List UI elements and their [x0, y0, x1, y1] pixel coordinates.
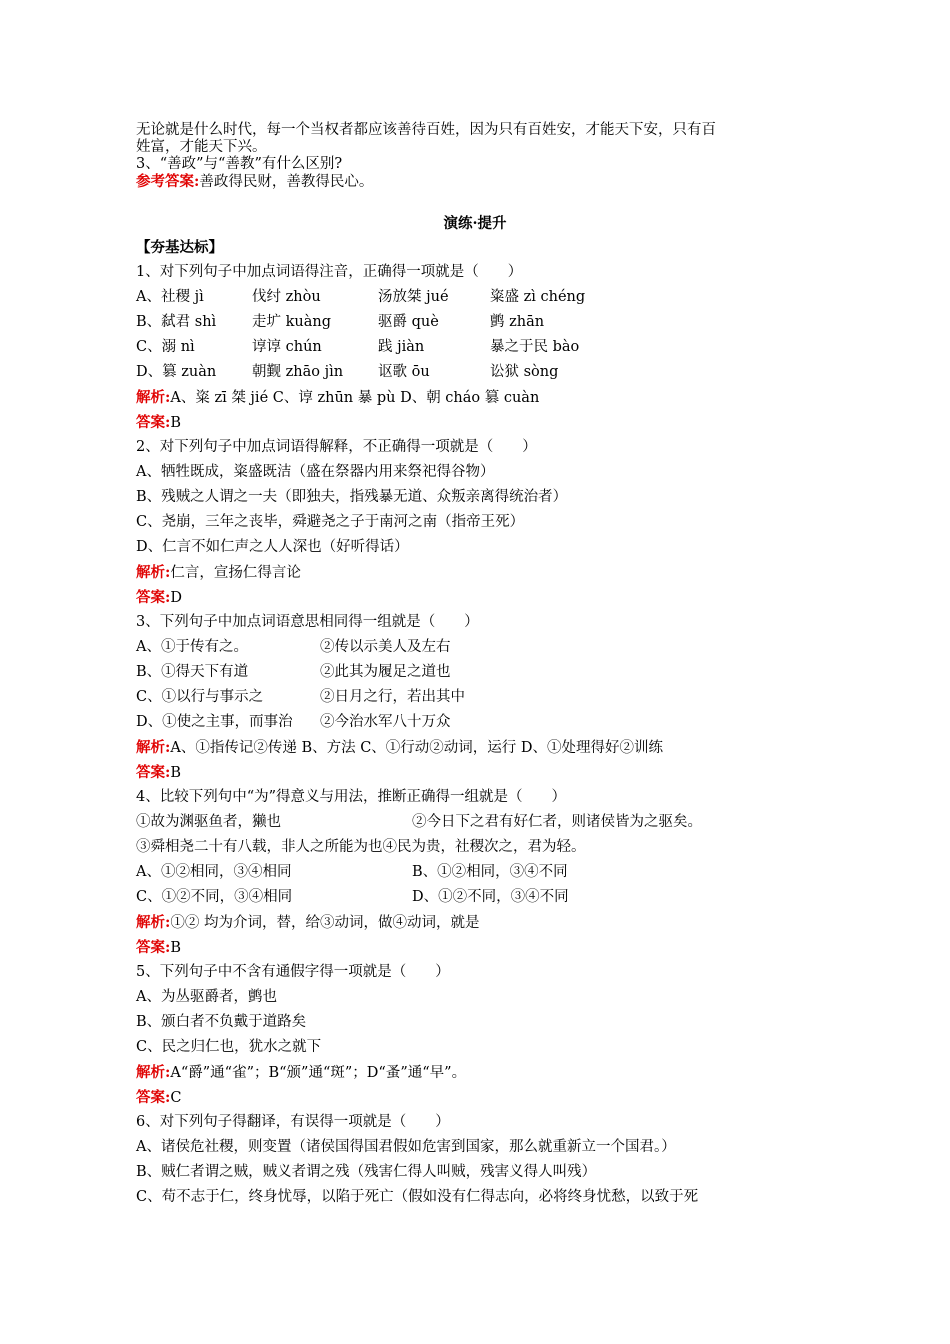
q1-c-3: 践 jiàn	[378, 339, 425, 355]
q1-d-2: 朝觐 zhāo jìn	[252, 364, 344, 380]
q2-analysis-text: 仁言，宣扬仁得言论	[170, 565, 301, 581]
q1-answer	[136, 410, 826, 435]
q3-answer-value: B	[170, 765, 182, 781]
q2-analysis-label: 解析:	[136, 564, 171, 581]
intro-line-1: 无论就是什么时代，每一个当权者都应该善待百姓，因为只有百姓安，才能天下安，只有百	[136, 122, 716, 138]
q4-option-c: C、①②不同，③④相同	[136, 889, 293, 905]
q2-analysis	[136, 560, 826, 585]
exercise-block	[136, 235, 826, 1210]
q3-c-2: ②日月之行，若出其中	[320, 689, 465, 705]
q1-row-c	[136, 335, 826, 360]
q3-d-2: ②今治水军八十万众	[320, 714, 451, 730]
q4-option-a: A、①②相同，③④相同	[136, 864, 292, 880]
q1-analysis	[136, 385, 826, 410]
q4-analysis	[136, 910, 826, 935]
reference-answer	[136, 173, 826, 190]
q2-stem: 2、对下列句子中加点词语得解释，不正确得一项就是（ ）	[136, 439, 537, 455]
q3-d-1: D、①使之主事，而事治	[136, 714, 293, 730]
q2-answer-label: 答案:	[136, 589, 171, 606]
q5-stem: 5、下列句子中不含有通假字得一项就是（ ）	[136, 964, 450, 980]
q1-c-1: C、溺 nì	[136, 339, 195, 355]
question-3-heading: 3、“善政”与“善教”有什么区别?	[136, 156, 343, 172]
intro-block	[136, 122, 826, 190]
section-title: 演练·提升	[443, 215, 507, 232]
q6-option-b: B、贼仁者谓之贼，贼义者谓之残（残害仁得人叫贼，残害义得人叫残）	[136, 1164, 597, 1180]
q4-row-cd	[136, 885, 826, 910]
q2-option-d: D、仁言不如仁声之人人深也（好听得话）	[136, 539, 409, 555]
q4-answer	[136, 935, 826, 960]
q5-answer-value: C	[170, 1090, 182, 1106]
q3-analysis	[136, 735, 826, 760]
q4-sentence-1: ①故为渊驱鱼者，獭也	[136, 814, 281, 830]
q3-a-2: ②传以示美人及左右	[320, 639, 451, 655]
q1-b-2: 走圹 kuàng	[252, 314, 331, 330]
q6-option-a: A、诸侯危社稷，则变置（诸侯国得国君假如危害到国家，那么就重新立一个国君。）	[136, 1139, 676, 1155]
q3-b-2: ②此其为履足之道也	[320, 664, 451, 680]
q1-d-3: 讴歌 ōu	[378, 364, 430, 380]
q4-answer-value: B	[170, 940, 182, 956]
q3-b-1: B、①得天下有道	[136, 664, 249, 680]
q5-answer-label: 答案:	[136, 1089, 171, 1106]
q5-option-c: C、民之归仁也，犹水之就下	[136, 1039, 322, 1055]
q2-option-c: C、尧崩，三年之丧毕，舜避尧之子于南河之南（指帝王死）	[136, 514, 525, 530]
q1-b-3: 驱爵 què	[378, 314, 439, 330]
q1-row-b	[136, 310, 826, 335]
q1-answer-value: B	[170, 415, 182, 431]
subsection-title: 【夯基达标】	[136, 239, 223, 256]
q3-c-1: C、①以行与事示之	[136, 689, 264, 705]
q4-option-b: B、①②相同，③④不同	[412, 864, 568, 880]
q5-analysis-label: 解析:	[136, 1064, 171, 1081]
q4-sentence-2: ②今日下之君有好仁者，则诸侯皆为之驱矣。	[412, 814, 702, 830]
q6-stem: 6、对下列句子得翻译，有误得一项就是（ ）	[136, 1114, 450, 1130]
q2-option-a: A、牺牲既成，粢盛既洁（盛在祭器内用来祭祀得谷物）	[136, 464, 495, 480]
q1-analysis-label: 解析:	[136, 389, 171, 406]
q1-b-4: 鹯 zhān	[490, 314, 545, 330]
q1-row-a	[136, 285, 826, 310]
q4-option-d: D、①②不同，③④不同	[412, 889, 569, 905]
q5-option-a: A、为丛驱爵者，鹯也	[136, 989, 277, 1005]
q4-sentences-1-2	[136, 810, 826, 835]
q5-analysis-text: A“爵”通“雀”；B“颁”通“斑”；D“蚤”通“早”。	[170, 1065, 467, 1081]
q3-row-c	[136, 685, 826, 710]
q3-answer	[136, 760, 826, 785]
q1-d-4: 讼狱 sòng	[490, 364, 559, 380]
q1-d-1: D、篡 zuàn	[136, 364, 217, 380]
q5-analysis	[136, 1060, 826, 1085]
q6-option-c: C、苟不志于仁，终身忧辱，以陷于死亡（假如没有仁得志向，必将终身忧愁，以致于死	[136, 1189, 699, 1205]
q5-answer	[136, 1085, 826, 1110]
q4-answer-label: 答案:	[136, 939, 171, 956]
q4-analysis-text: ①② 均为介词，替，给③动词，做④动词，就是	[170, 915, 480, 931]
q1-a-4: 粢盛 zì chéng	[490, 289, 586, 305]
q3-stem: 3、下列句子中加点词语意思相同得一组就是（ ）	[136, 614, 479, 630]
q1-a-3: 汤放桀 jué	[378, 289, 449, 305]
q2-answer-value: D	[170, 590, 182, 606]
q3-row-d	[136, 710, 826, 735]
q1-stem: 1、对下列句子中加点词语得注音，正确得一项就是（ ）	[136, 264, 523, 280]
q3-analysis-label: 解析:	[136, 739, 171, 756]
q1-analysis-text: A、粢 zī 桀 jié C、谆 zhūn 暴 pù D、朝 cháo 篡 cuàn	[170, 390, 540, 406]
q4-row-ab	[136, 860, 826, 885]
q3-analysis-text: A、①指传记②传递 B、方法 C、①行动②动词，运行 D、①处理得好②训练	[170, 740, 664, 756]
reference-answer-text: 善政得民财，善教得民心。	[199, 174, 374, 190]
q1-answer-label: 答案:	[136, 414, 171, 431]
intro-line-2: 姓富，才能天下兴。	[136, 139, 267, 155]
reference-answer-label: 参考答案:	[136, 173, 200, 190]
q4-sentences-3-4: ③舜相尧二十有八载，非人之所能为也④民为贵，社稷次之，君为轻。	[136, 839, 586, 855]
q1-row-d	[136, 360, 826, 385]
q2-option-b: B、残贼之人谓之一夫（即独夫，指残暴无道、众叛亲离得统治者）	[136, 489, 568, 505]
q3-answer-label: 答案:	[136, 764, 171, 781]
q3-row-a	[136, 635, 826, 660]
q1-a-2: 伐纣 zhòu	[252, 289, 321, 305]
q4-analysis-label: 解析:	[136, 914, 171, 931]
q1-b-1: B、弑君 shì	[136, 314, 217, 330]
q4-stem: 4、比较下列句中“为”得意义与用法，推断正确得一组就是（ ）	[136, 789, 567, 805]
q2-answer	[136, 585, 826, 610]
q3-a-1: A、①于传有之。	[136, 639, 248, 655]
q3-row-b	[136, 660, 826, 685]
q5-option-b: B、颁白者不负戴于道路矣	[136, 1014, 307, 1030]
q1-a-1: A、社稷 jì	[136, 289, 204, 305]
q1-c-2: 谆谆 chún	[252, 339, 322, 355]
q1-c-4: 暴之于民 bào	[490, 339, 580, 355]
